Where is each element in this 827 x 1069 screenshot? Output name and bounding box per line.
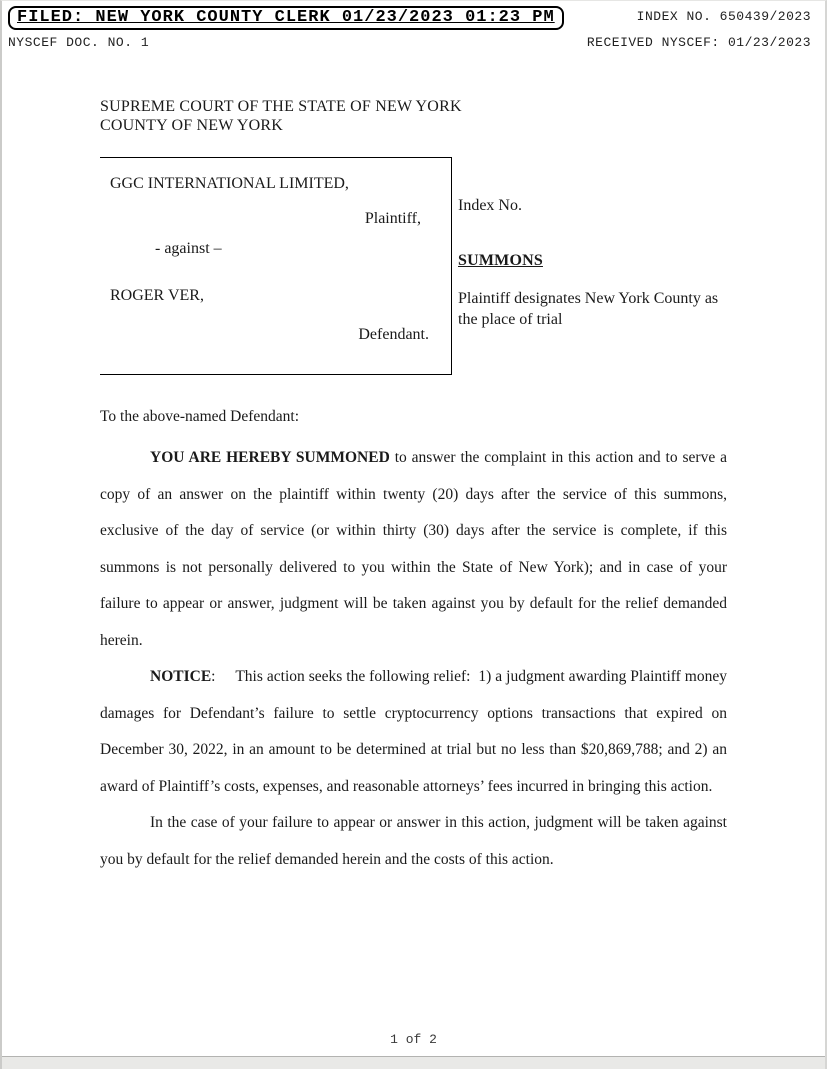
caption-right-column xyxy=(458,157,727,375)
default-judgment-paragraph: In the case of your failure to appear or answer in this action, judgment will be taken against you by default for the relief demanded herein and the costs of this action. xyxy=(100,814,727,868)
efiling-header-row-1 xyxy=(8,6,811,30)
defendant-role-label: Defendant. xyxy=(358,326,429,343)
notice-bold-text: NOTICE xyxy=(150,668,212,685)
court-title xyxy=(100,98,727,135)
received-nyscef-date: RECEIVED NYSCEF: 01/23/2023 xyxy=(586,35,811,50)
efiling-header xyxy=(2,1,825,50)
page-number-indicator: 1 of 2 xyxy=(390,1032,437,1047)
notice-paragraph xyxy=(100,659,727,805)
court-title-line-2: COUNTY OF NEW YORK xyxy=(100,116,284,134)
caption-box xyxy=(100,157,452,375)
index-no-label: Index No. xyxy=(458,197,522,214)
filed-stamp: FILED: NEW YORK COUNTY CLERK 01/23/2023 01:23 PM xyxy=(8,6,564,30)
defendant-name: ROGER VER, xyxy=(110,287,204,304)
page-bottom-edge xyxy=(2,1056,825,1069)
efiling-header-row-2 xyxy=(8,35,811,50)
summoned-bold-text: YOU ARE HEREBY SUMMONED xyxy=(150,449,390,466)
nyscef-doc-number: NYSCEF DOC. NO. 1 xyxy=(8,35,150,50)
venue-designation: Plaintiff designates New York County as the place of trial xyxy=(458,290,719,328)
plaintiff-role-label: Plaintiff, xyxy=(364,210,421,227)
salutation: To the above-named Defendant: xyxy=(100,408,300,425)
case-caption xyxy=(100,157,727,375)
summons-paragraph-text: to answer the complaint in this action and to serve a copy of an answer on the plaintiff within twenty (20) days after the service of this summons, exclusive of the day of service (or within thirty (30) days after the service is complete, if this summons is not personally delivered to you within the State of New York); and in case of your failure to appear or answer, judgment will be taken against you by default for the relief demanded herein. xyxy=(100,449,727,649)
plaintiff-name: GGC INTERNATIONAL LIMITED, xyxy=(110,175,349,192)
summons-paragraph xyxy=(100,440,727,659)
document-title: SUMMONS xyxy=(458,252,543,269)
versus-label: - against – xyxy=(155,240,222,257)
court-title-line-1: SUPREME COURT OF THE STATE OF NEW YORK xyxy=(100,98,462,115)
document-body xyxy=(100,98,727,878)
index-number: INDEX NO. 650439/2023 xyxy=(636,9,811,24)
notice-paragraph-text: : This action seeks the following relief: 1) a judgment awarding Plaintiff money damages for Defendant’s failure to settle cryptocurrency options transactions that expired on December 30, 2022, in an amount to be determined at trial but no less than $20,869,788; and 2) an award of Plaintiff’s costs, expenses, and reasonable attorneys’ fees incurred in bringing this action. xyxy=(100,668,727,795)
